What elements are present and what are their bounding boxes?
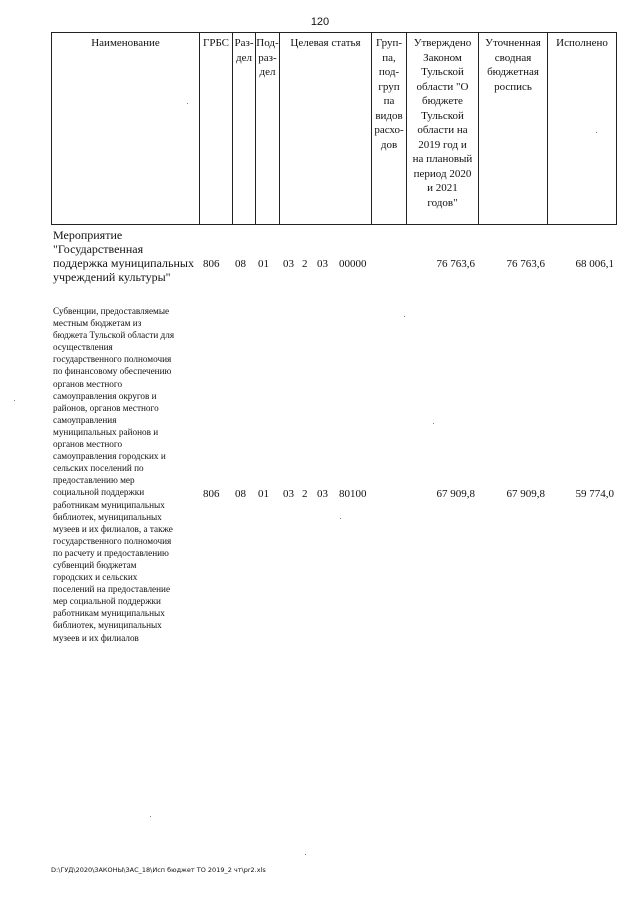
header-name: Наименование bbox=[91, 37, 160, 49]
row-approved: 76 763,6 bbox=[436, 258, 475, 270]
scan-speck bbox=[596, 132, 597, 133]
col-border-name bbox=[199, 32, 200, 225]
header-refined: Уточненная сводная бюджетная роспись bbox=[485, 37, 541, 93]
scan-speck bbox=[433, 423, 434, 424]
header-top-border bbox=[51, 32, 616, 33]
col-border-podrazdel bbox=[279, 32, 280, 225]
row-target-2: 2 bbox=[302, 258, 308, 270]
footer-file-path: D:\ГУД\2020\ЗАКОНЫ\ЗАС_18\Исп бюджет ТО 2019_2 чт\pr2.xls bbox=[51, 866, 266, 874]
col-border-right bbox=[616, 32, 617, 225]
row-executed: 59 774,0 bbox=[575, 488, 614, 500]
col-border-refined bbox=[547, 32, 548, 225]
header-grbs: ГРБС bbox=[202, 37, 230, 49]
row-grbs: 806 bbox=[203, 488, 220, 500]
row-name: Мероприятие "Государственная поддержка муниципальных учреждений культуры" bbox=[53, 228, 194, 284]
scan-speck bbox=[404, 316, 405, 317]
scan-speck bbox=[340, 518, 341, 519]
row-target-4: 00000 bbox=[339, 258, 367, 270]
row-razdel: 08 bbox=[235, 258, 246, 270]
header-bottom-border bbox=[51, 224, 616, 225]
row-target-2: 2 bbox=[302, 488, 308, 500]
row-podrazdel: 01 bbox=[258, 258, 269, 270]
row-grbs: 806 bbox=[203, 258, 220, 270]
header-approved: Утверждено Законом Тульской области "О бюджете Тульской области на 2019 год и на плановый период 2020 и 2021 годов" bbox=[412, 37, 473, 209]
header-group: Груп- па, под- груп па видов расхо- дов bbox=[374, 37, 404, 151]
row-refined: 76 763,6 bbox=[506, 258, 545, 270]
row-target-3: 03 bbox=[317, 488, 328, 500]
row-refined: 67 909,8 bbox=[506, 488, 545, 500]
row-target-3: 03 bbox=[317, 258, 328, 270]
scan-speck bbox=[150, 816, 151, 817]
row-approved: 67 909,8 bbox=[436, 488, 475, 500]
page-number: 120 bbox=[310, 16, 330, 28]
scan-speck bbox=[305, 854, 306, 855]
header-target: Целевая статья bbox=[290, 37, 361, 49]
row-name: Субвенции, предоставляемые местным бюджетам из бюджета Тульской области для осуществления государственного полномочия по финансовому обеспечению органов местного самоуправления округов и районов, органов местного самоуправления муниципальных районов и органов местного самоуправления городских и сельских поселений по предоставлению мер социальной поддержки работникам муниципальных библиотек, муниципальных музеев и их филиалов, а также государственного полномочия по расчету и предоставлению субвенций бюджетам городских и сельских поселений на предоставление мер социальной поддержки работникам муниципальных библиотек, муниципальных музеев и их филиалов bbox=[53, 306, 175, 643]
row-target-1: 03 bbox=[283, 258, 294, 270]
row-razdel: 08 bbox=[235, 488, 246, 500]
header-executed: Исполнено bbox=[556, 37, 608, 49]
row-target-1: 03 bbox=[283, 488, 294, 500]
row-podrazdel: 01 bbox=[258, 488, 269, 500]
header-razdel: Раз- дел bbox=[234, 37, 254, 64]
row-executed: 68 006,1 bbox=[575, 258, 614, 270]
header-podrazdel: Под- раз- дел bbox=[256, 37, 279, 78]
row-target-4: 80100 bbox=[339, 488, 367, 500]
scan-speck bbox=[187, 103, 188, 104]
scan-speck bbox=[14, 400, 15, 401]
col-border-left bbox=[51, 32, 52, 225]
